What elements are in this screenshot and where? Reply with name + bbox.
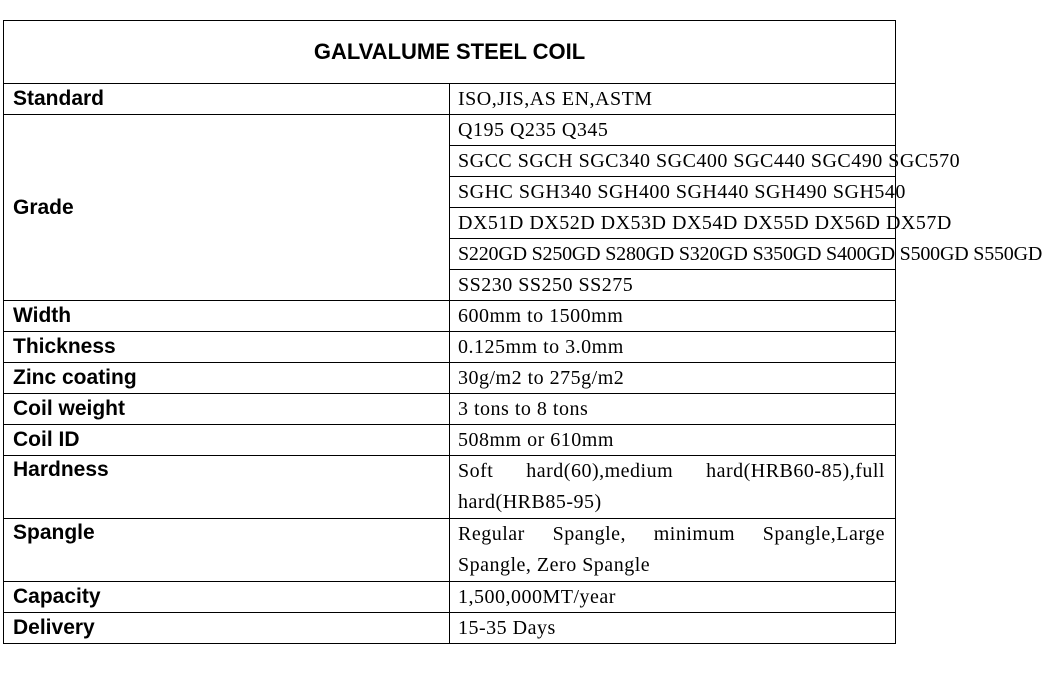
row-label-capacity: Capacity <box>4 582 450 613</box>
grade-value-2: SGCC SGCH SGC340 SGC400 SGC440 SGC490 SGC570 <box>450 146 896 177</box>
row-label-grade: Grade <box>4 115 450 301</box>
row-label-standard: Standard <box>4 84 450 115</box>
row-value-zinc-coating: 30g/m2 to 275g/m2 <box>450 363 896 394</box>
table-title: GALVALUME STEEL COIL <box>4 21 896 84</box>
row-value-thickness: 0.125mm to 3.0mm <box>450 332 896 363</box>
row-value-coil-weight: 3 tons to 8 tons <box>450 394 896 425</box>
spec-table <box>3 20 1042 644</box>
row-label-thickness: Thickness <box>4 332 450 363</box>
table-row <box>4 301 896 332</box>
row-value-width: 600mm to 1500mm <box>450 301 896 332</box>
row-value-standard: ISO,JIS,AS EN,ASTM <box>450 84 896 115</box>
table-row <box>4 363 896 394</box>
table-row <box>4 425 896 456</box>
row-label-zinc-coating: Zinc coating <box>4 363 450 394</box>
grade-value-4: DX51D DX52D DX53D DX54D DX55D DX56D DX57D <box>450 208 896 239</box>
table-row <box>4 613 896 644</box>
row-value-coil-id: 508mm or 610mm <box>450 425 896 456</box>
grade-value-1: Q195 Q235 Q345 <box>450 115 896 146</box>
table-row <box>4 84 896 115</box>
row-label-delivery: Delivery <box>4 613 450 644</box>
table-row <box>4 456 896 519</box>
grade-value-3: SGHC SGH340 SGH400 SGH440 SGH490 SGH540 <box>450 177 896 208</box>
table-row <box>4 582 896 613</box>
row-value-spangle: Regular Spangle, minimum Spangle,Large Spangle, Zero Spangle <box>450 519 896 582</box>
row-value-hardness: Soft hard(60),medium hard(HRB60-85),full hard(HRB85-95) <box>450 456 896 519</box>
table-row <box>4 115 896 146</box>
table-row <box>4 332 896 363</box>
row-label-spangle: Spangle <box>4 519 450 582</box>
row-label-width: Width <box>4 301 450 332</box>
row-value-delivery: 15-35 Days <box>450 613 896 644</box>
row-label-hardness: Hardness <box>4 456 450 519</box>
grade-value-6: SS230 SS250 SS275 <box>450 270 896 301</box>
row-label-coil-id: Coil ID <box>4 425 450 456</box>
table-row <box>4 519 896 582</box>
title-row <box>4 21 896 84</box>
row-label-coil-weight: Coil weight <box>4 394 450 425</box>
grade-value-5: S220GD S250GD S280GD S320GD S350GD S400GD S500GD S550GD <box>450 239 896 270</box>
table-row <box>4 394 896 425</box>
row-value-capacity: 1,500,000MT/year <box>450 582 896 613</box>
